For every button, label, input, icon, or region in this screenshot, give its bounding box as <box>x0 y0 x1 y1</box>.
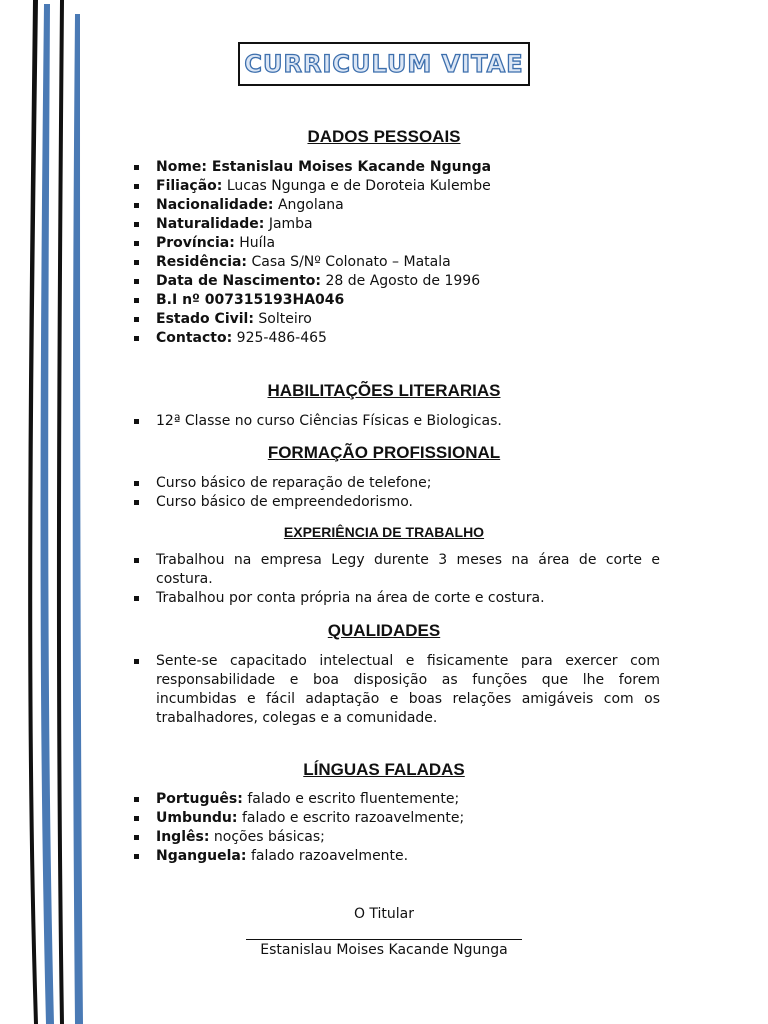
list-item: Naturalidade: Jamba <box>130 215 660 234</box>
bullet-icon <box>134 854 139 859</box>
bullet-icon <box>134 419 139 424</box>
heading-experiencia: EXPERIÊNCIA DE TRABALHO <box>283 524 485 540</box>
bullet-icon <box>134 260 139 265</box>
list-item: Trabalhou na empresa Legy durente 3 meses na área de corte e costura. <box>130 551 660 589</box>
bullet-icon <box>134 500 139 505</box>
bullet-icon <box>134 203 139 208</box>
signature-line <box>246 939 522 940</box>
list-habilitacoes <box>130 412 660 431</box>
stripe-blue-2 <box>73 14 83 1024</box>
bullet-icon <box>134 336 139 341</box>
bullet-icon <box>134 317 139 322</box>
heading-linguas: LÍNGUAS FALADAS <box>303 760 465 779</box>
list-item: Data de Nascimento: 28 de Agosto de 1996 <box>130 272 660 291</box>
bullet-icon <box>134 184 139 189</box>
bullet-icon <box>134 835 139 840</box>
list-item: Estado Civil: Solteiro <box>130 310 660 329</box>
title-box <box>238 42 530 86</box>
signature-name: Estanislau Moises Kacande Ngunga <box>260 942 508 958</box>
bullet-icon <box>134 659 139 664</box>
list-item: Nacionalidade: Angolana <box>130 196 660 215</box>
list-item: Residência: Casa S/Nº Colonato – Matala <box>130 253 660 272</box>
bullet-icon <box>134 816 139 821</box>
list-item: Contacto: 925-486-465 <box>130 329 660 348</box>
stripe-black-2 <box>57 0 64 1024</box>
document-title: CURRICULUM VITAE <box>244 50 524 78</box>
bullet-icon <box>134 558 139 563</box>
list-item: Sente-se capacitado intelectual e fisicamente para exercer com responsabilidade e boa disposição as funções que lhe forem incumbidas e fácil adaptação e boas relações amigáveis com os trabalhadores, colegas e a comunidade. <box>130 652 660 728</box>
list-item: Província: Huíla <box>130 234 660 253</box>
bullet-icon <box>134 596 139 601</box>
signature-title: O Titular <box>353 906 415 922</box>
stripe-blue-1 <box>41 4 55 1024</box>
list-item: Português: falado e escrito fluentemente; <box>130 790 660 809</box>
heading-formacao: FORMAÇÃO PROFISSIONAL <box>267 443 501 462</box>
list-formacao <box>130 474 660 512</box>
cv-page <box>130 0 670 1024</box>
list-item: Trabalhou por conta própria na área de corte e costura. <box>130 589 660 608</box>
bullet-icon <box>134 481 139 486</box>
heading-habilitacoes: HABILITAÇÕES LITERARIAS <box>267 381 501 400</box>
bullet-icon <box>134 797 139 802</box>
list-item: Filiação: Lucas Ngunga e de Doroteia Kulembe <box>130 177 660 196</box>
list-item: Nome: Estanislau Moises Kacande Ngunga <box>130 158 660 177</box>
decorative-stripes <box>0 0 100 1024</box>
list-linguas <box>130 790 660 866</box>
list-item: Nganguela: falado razoavelmente. <box>130 847 660 866</box>
list-experiencia <box>130 551 660 608</box>
heading-dados-pessoais: DADOS PESSOAIS <box>307 127 461 146</box>
list-qualidades <box>130 652 660 728</box>
list-item: Curso básico de reparação de telefone; <box>130 474 660 493</box>
bullet-icon <box>134 241 139 246</box>
list-item: Umbundu: falado e escrito razoavelmente; <box>130 809 660 828</box>
list-item: B.I nº 007315193HA046 <box>130 291 660 310</box>
bullet-icon <box>134 165 139 170</box>
list-dados-pessoais <box>130 158 660 348</box>
list-item: 12ª Classe no curso Ciências Físicas e Biologicas. <box>130 412 660 431</box>
bullet-icon <box>134 279 139 284</box>
bullet-icon <box>134 222 139 227</box>
list-item: Curso básico de empreendedorismo. <box>130 493 660 512</box>
stripe-black-1 <box>28 0 38 1024</box>
bullet-icon <box>134 298 139 303</box>
heading-qualidades: QUALIDADES <box>327 621 441 640</box>
list-item: Inglês: noções básicas; <box>130 828 660 847</box>
